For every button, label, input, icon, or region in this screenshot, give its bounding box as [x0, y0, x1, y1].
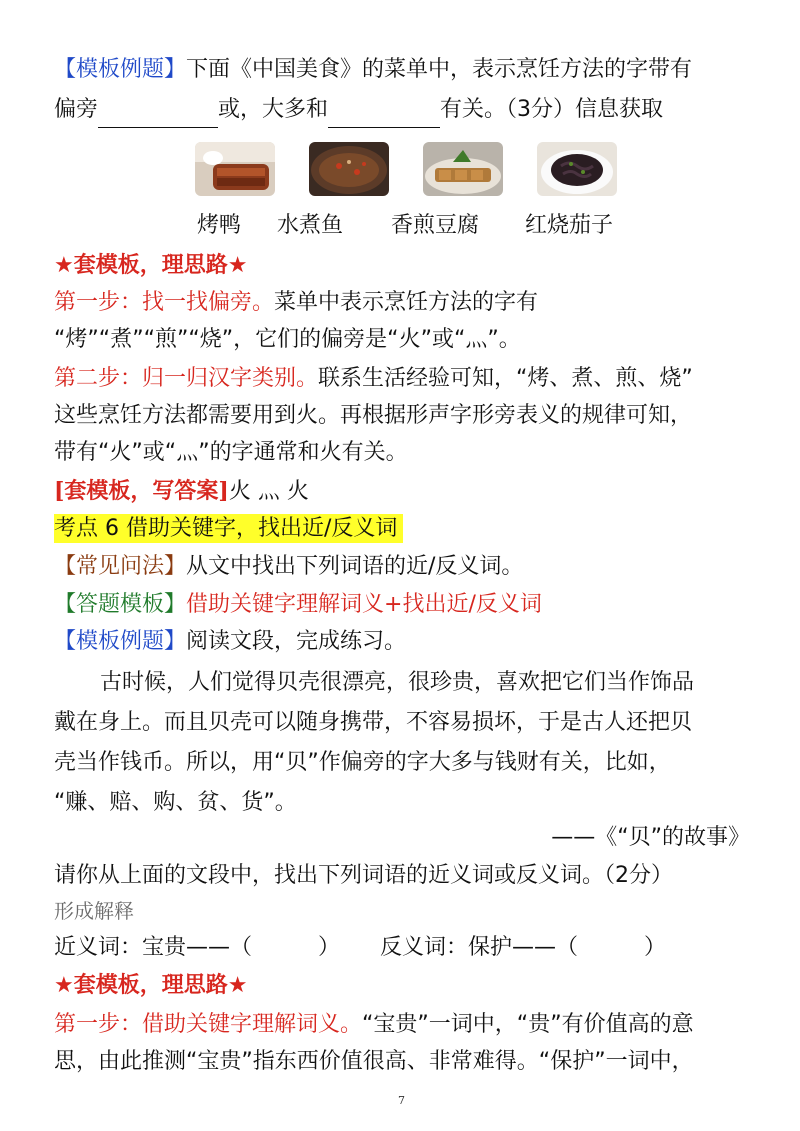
q1-line2-part1: 偏旁: [54, 97, 99, 122]
dish-name: 红烧茄子: [525, 213, 614, 238]
dish-names: [195, 208, 625, 244]
step2-line3: 带有“火”或“灬”的字通常和火有关。: [54, 440, 408, 465]
changjian-line: [54, 549, 760, 585]
step1-text: 菜单中表示烹饪方法的字有: [274, 290, 539, 315]
antonym-question: 反义词：保护——（ ）: [380, 935, 667, 960]
passage-source: ——《“贝”的故事》: [551, 825, 750, 850]
passage-line: 戴在身上。而且贝壳可以随身携带，不容易损坏，于是古人还把贝: [54, 710, 693, 735]
changjian-tag: 【常见问法】: [54, 554, 187, 579]
passage-line: “赚、赔、购、贫、货”。: [54, 790, 297, 815]
kaodian-highlight: 考点 6 借助关键字，找出近/反义词: [54, 514, 403, 543]
q1-line2-part2: 或，大多和: [218, 97, 329, 122]
q2-line: [54, 624, 760, 660]
synonym-antonym-line: [54, 930, 760, 966]
step1-line2: “烤”“煮”“煎”“烧”，它们的偏旁是“火”或“灬”。: [54, 327, 521, 352]
q1-text: 下面《中国美食》的菜单中，表示烹饪方法的字带有: [186, 57, 693, 82]
q1-line1: [54, 52, 760, 88]
answer-text: 火 灬 火: [228, 479, 309, 504]
q1-line2: [54, 92, 760, 128]
answer-line: [54, 473, 760, 510]
dish-name: 烤鸭: [197, 213, 242, 238]
dati-tag: 【答题模板】: [54, 592, 187, 617]
changjian-text: 从文中找出下列词语的近/反义词。: [186, 554, 524, 579]
answer-label: [套模板，写答案]: [54, 478, 229, 504]
page-number: 7: [398, 1094, 405, 1107]
step2-line: [54, 361, 760, 397]
dati-line: [54, 587, 760, 623]
q2-tag: 【模板例题】: [54, 629, 187, 654]
roast-duck-photo: [195, 142, 275, 196]
boiled-fish-photo: [309, 142, 389, 196]
dish-name: 水煮鱼: [277, 213, 344, 238]
braised-eggplant-photo: [537, 142, 617, 196]
passage-line: 古时候，人们觉得贝壳很漂亮，很珍贵，喜欢把它们当作饰品: [100, 670, 695, 695]
synonym-question: 近义词：宝贵——（ ）: [54, 935, 341, 960]
step2-label: 第二步：归一归汉字类别。: [54, 366, 319, 391]
q1-tag: 【模板例题】: [54, 57, 187, 82]
q2-text: 阅读文段，完成练习。: [186, 629, 407, 654]
answer-blank[interactable]: [98, 101, 218, 128]
section-heading: ★套模板，理思路★: [54, 973, 248, 998]
s2-step1-label: 第一步：借助关键字理解词义。: [54, 1012, 363, 1037]
step1-label: 第一步：找一找偏旁。: [54, 290, 275, 315]
kaodian-line: [54, 511, 760, 547]
q1-line2-part3: 有关。（3分）信息获取: [440, 97, 664, 122]
dish-name: 香煎豆腐: [391, 213, 480, 238]
step1-line: [54, 285, 760, 321]
passage-line: 壳当作钱币。所以，用“贝”作偏旁的字大多与钱财有关，比如，: [54, 750, 671, 775]
question-type: 形成解释: [54, 899, 134, 923]
pan-fried-tofu-photo: [423, 142, 503, 196]
step2-text: 联系生活经验可知，“烤、煮、煎、烧”: [318, 366, 693, 391]
s2-step1-line2: 思，由此推测“宝贵”指东西价值很高、非常难得。“保护”一词中，: [54, 1049, 694, 1074]
section-heading: ★套模板，理思路★: [54, 253, 248, 278]
s2-step1-line: [54, 1007, 760, 1043]
dish-photos: [195, 142, 615, 196]
answer-blank[interactable]: [328, 101, 440, 128]
dati-text: 借助关键字理解词义+找出近/反义词: [186, 592, 542, 617]
s2-step1-text: “宝贵”一词中，“贵”有价值高的意: [362, 1012, 694, 1037]
step2-line2: 这些烹饪方法都需要用到火。再根据形声字形旁表义的规律可知，: [54, 403, 693, 428]
q2-ask: 请你从上面的文段中，找出下列词语的近义词或反义词。（2分）: [54, 863, 673, 888]
